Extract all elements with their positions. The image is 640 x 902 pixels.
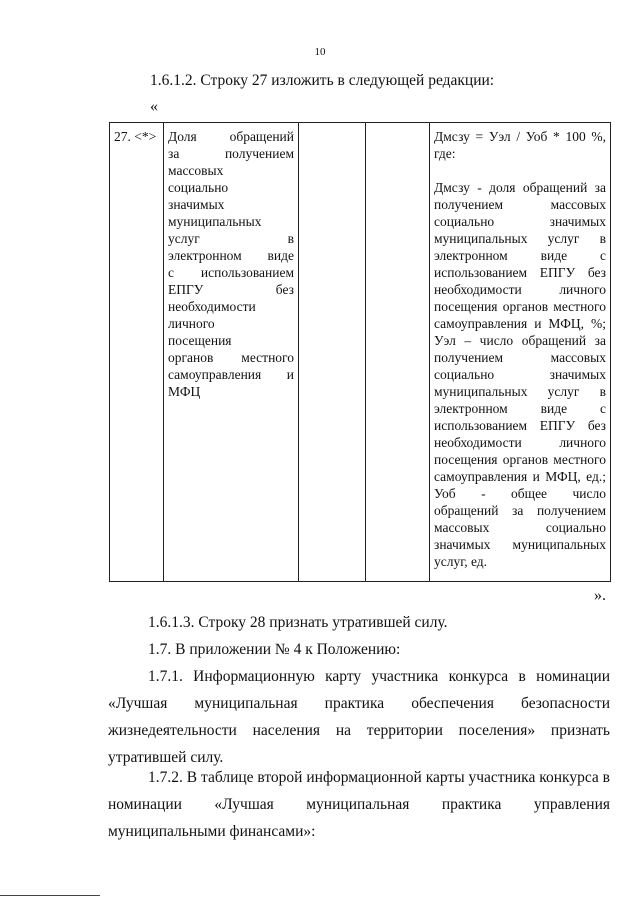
quote-open: «: [150, 98, 158, 115]
footer-rule: [0, 895, 100, 896]
definition-line: самоуправления и МФЦ, ед.;: [434, 469, 606, 484]
definition-line: услуг, ед.: [434, 554, 488, 569]
indicator-name-line: посещения: [168, 333, 232, 348]
indicator-name-line: ЕПГУ без: [168, 282, 294, 297]
spacer: [434, 162, 606, 179]
paragraph-1-7-2: 1.7.2. В таблице второй информационной карты участника конкурса в номинации «Лучшая муниципальная практика управления муниципальными финансами»:: [108, 769, 610, 840]
definition-line: массовых социально: [434, 520, 606, 535]
indicator-table: [109, 122, 611, 582]
indicator-name-line: электронном виде: [168, 248, 294, 263]
definition-line: электронном виде с: [434, 248, 606, 263]
row-number-cell: 27. <*>: [110, 123, 164, 582]
definition-line: посещения органов местного: [434, 299, 606, 314]
indicator-name-line: за получением: [168, 146, 294, 161]
indicator-name-line: массовых: [168, 163, 224, 178]
indicator-name-line: МФЦ: [168, 384, 201, 399]
definition-line: социально значимых: [434, 367, 606, 382]
definition-line: муниципальных услуг в: [434, 384, 606, 399]
indicator-name-line: муниципальных: [168, 214, 262, 229]
definition-line: необходимости личного: [434, 435, 606, 450]
indicator-name-line: с использованием: [168, 265, 294, 280]
paragraph-1-7-1: 1.7.1. Информационную карту участника конкурса в номинации «Лучшая муниципальная практика обеспечения безопасности жизнедеятельности населения на территории поселения» признать утратившей силу.: [108, 668, 610, 766]
definition-line: муниципальных услуг в: [434, 231, 606, 246]
definition-line: самоуправления и МФЦ, %;: [434, 316, 606, 331]
indicator-name-line: услуг в: [168, 231, 294, 246]
table-row: [110, 123, 611, 582]
definition-line: получением массовых: [434, 197, 606, 212]
intro-paragraph: 1.6.1.2. Строку 27 изложить в следующей редакции:: [150, 72, 495, 89]
quote-close: ».: [594, 587, 606, 604]
page-number: 10: [314, 46, 326, 58]
empty-cell: [299, 123, 366, 582]
definition-line: использованием ЕПГУ без: [434, 265, 606, 280]
definition-line: обращений за получением: [434, 503, 606, 518]
indicator-name-line: значимых: [168, 197, 225, 212]
formula-line: Дмсзу = Уэл / Уоб * 100 %,: [434, 129, 606, 144]
indicator-name-line: Доля обращений: [168, 129, 294, 144]
definition-line: значимых муниципальных: [434, 537, 606, 552]
definition-line: Уоб - общее число: [434, 486, 606, 501]
indicator-name-line: необходимости: [168, 299, 256, 314]
definition-line: посещения органов местного: [434, 452, 606, 467]
formula-line: где:: [434, 146, 456, 161]
indicator-name-line: органов местного: [168, 350, 294, 365]
formula-cell: [430, 123, 611, 582]
definition-line: Уэл – число обращений за: [434, 333, 606, 348]
indicator-name-line: социально: [168, 180, 229, 195]
definition-line: социально значимых: [434, 214, 606, 229]
indicator-name-line: самоуправления и: [168, 367, 294, 382]
paragraph-1-7: 1.7. В приложении № 4 к Положению:: [148, 641, 401, 658]
indicator-name-line: личного: [168, 316, 215, 331]
empty-cell: [366, 123, 430, 582]
definition-line: использованием ЕПГУ без: [434, 418, 606, 433]
definition-line: получением массовых: [434, 350, 606, 365]
paragraph-1-6-1-3: 1.6.1.3. Строку 28 признать утратившей силу.: [148, 614, 448, 631]
indicator-name-cell: [164, 123, 299, 582]
definition-line: электронном виде с: [434, 401, 606, 416]
definition-line: необходимости личного: [434, 282, 606, 297]
definition-line: Дмсзу - доля обращений за: [434, 180, 606, 195]
